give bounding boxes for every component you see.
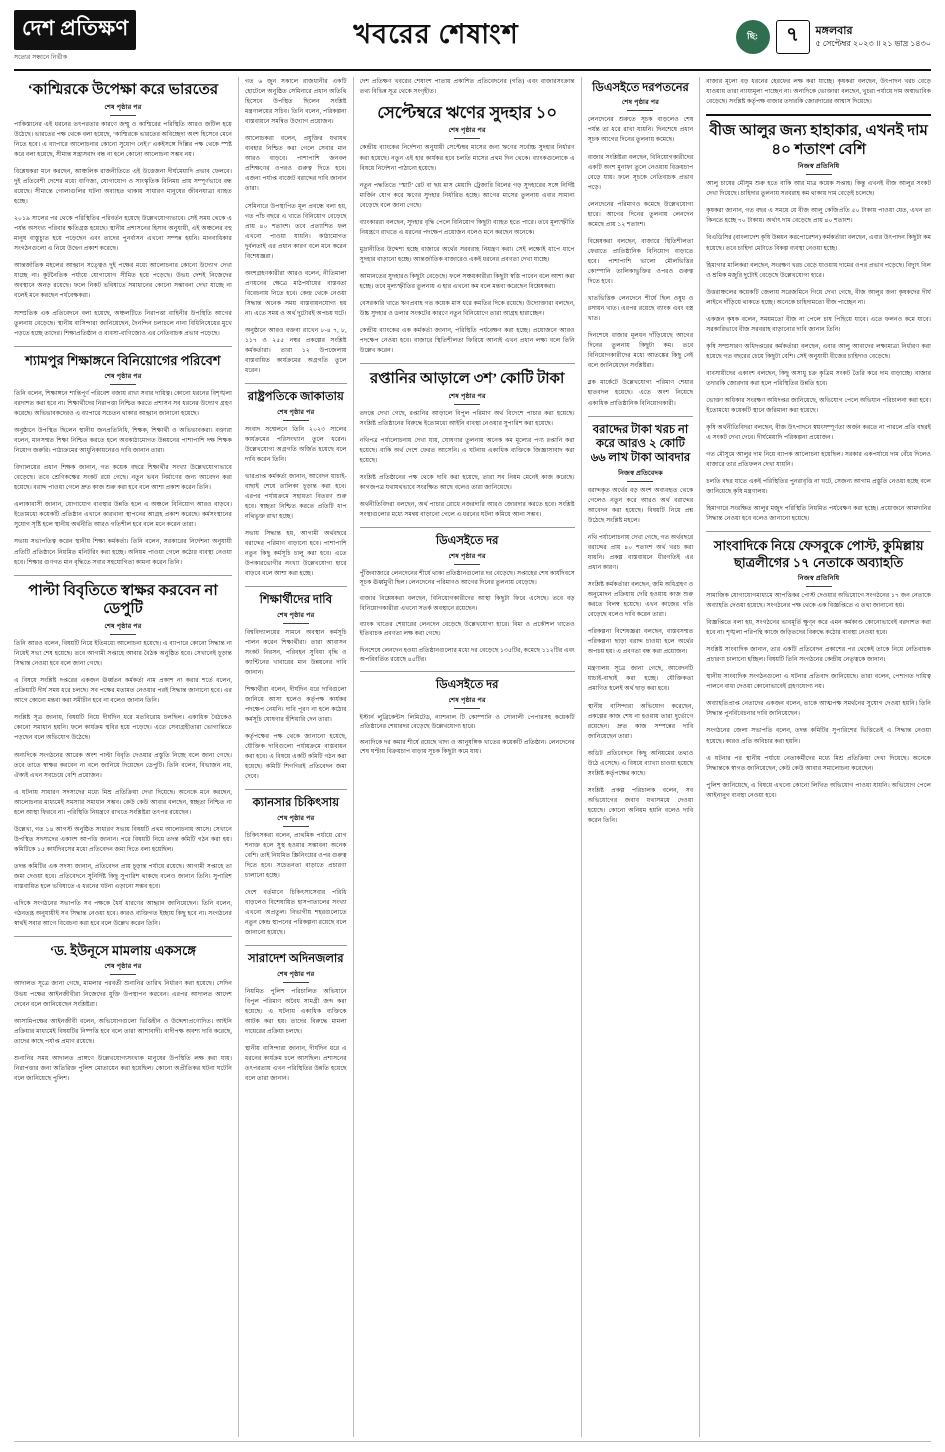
newspaper-logo[interactable] (14, 10, 136, 63)
article-byline: শেষ পৃষ্ঠার পর (14, 961, 232, 975)
article-paragraph: এদিকে সংগঠনের সভাপতি সব পক্ষকে ধৈর্য ধারণের আহ্বান জানিয়েছেন। তিনি বলেন, গঠনতন্ত্র অনুযায়ীই সব সিদ্ধান্ত নেওয়া হবে। কারও ব্যক্তিগত ইচ্ছায় কিছু হবে না। সংগঠনের স্বার্থই সবার আগে বিবেচনা করা হবে বলে উল্লেখ করেন তিনি। (14, 900, 232, 928)
article-paragraph: নতুন পদ্ধতিতে ‘স্মার্ট’ রেট বা ছয় মাস মেয়াদি ট্রেজারি বিলের গড় সুদহারের সঙ্গে নির্দিষ্ট মার্জিন যোগ করে ঋণের সুদহার নির্ধারিত হচ্ছে। আগের মাসের তুলনায় এবার সামান্য বেড়েছে বলে জানা গেছে। (359, 181, 575, 209)
divider (588, 416, 694, 417)
article-headline: সারাদেশ অদিনজলার (247, 953, 344, 966)
article-paragraph: এ বিষয়ে সংশ্লিষ্ট দপ্তরের একজন ঊর্ধ্বতন কর্মকর্তা নাম প্রকাশ না করার শর্তে বলেন, প্রক্রিয়াটি দীর্ঘ সময় ধরে চলছে। সব পক্ষের মতামত নেওয়ার পরই সিদ্ধান্ত জানানো হবে। এর আগে কোনো মন্তব্য করা সমীচীন হবে না বলেও জানান তিনি। (14, 677, 232, 705)
column-3 (354, 77, 582, 1437)
article-headline: বীজ আলুর জন্য হাহাকার, এখনই দাম ৪০ শতাংশ বেশি (709, 122, 928, 158)
article-paragraph: ভারপ্রাপ্ত কর্মকর্তা জানান, আবেদন যাচাই-বাছাই শেষে তালিকা চূড়ান্ত করা হবে। এরপর পর্যায়ক্রমে সহায়তা বিতরণ শুরু হবে। স্বচ্ছতা নিশ্চিত করতে প্রতিটি ধাপ নথিভুক্ত রাখা হচ্ছে। (244, 472, 347, 521)
article-paragraph: বরাদ্দকৃত অর্থের বড় অংশ অব্যবহৃত থেকে গেলেও নতুন করে আরও অর্থ বরাদ্দের আবেদন করা হয়েছে। বিষয়টি নিয়ে প্রশ্ন উঠেছে সংশ্লিষ্ট মহলে। (587, 486, 694, 524)
masthead (14, 10, 931, 71)
article-paragraph: তদন্তে দেখা গেছে, রপ্তানির আড়ালে বিপুল পরিমাণ অর্থ বিদেশে পাচার করা হয়েছে। সংশ্লিষ্ট প্রতিষ্ঠানের বিরুদ্ধে ইতোমধ্যে আইনি ব্যবস্থা নেওয়ার সুপারিশ করা হয়েছে। (359, 410, 575, 428)
article-byline: শেষ পৃষ্ঠার পর (360, 551, 575, 565)
article-paragraph: অন্যদিকে দর কমার শীর্ষে রয়েছে খাদ্য ও আনুষঙ্গিক খাতের কয়েকটি প্রতিষ্ঠান। লেনদেনের শেষ ঘণ্টায় বিক্রয়চাপ বাড়ায় সূচক কিছুটা কমে যায়। (359, 739, 575, 756)
article-byline: শেষ পৃষ্ঠার পর (14, 102, 232, 116)
article-paragraph: সেমিনারে উপস্থাপিত মূল প্রবন্ধে বলা হয়, গত পাঁচ বছরে এ খাতে বিনিয়োগ বেড়েছে প্রায় ৪০ শতাংশ। তবে প্রত্যাশিত ফল এখনো পাওয়া যায়নি। কাঠামোগত দুর্বলতাই এর প্রধান কারণ বলে মনে করেন বিশেষজ্ঞরা। (244, 202, 347, 260)
article-paragraph: কৃষি সম্প্রসারণ অধিদপ্তরের কর্মকর্তারা বলছেন, এবার আলু আবাদের লক্ষ্যমাত্রা নির্ধারণ করা হয়েছে গত বছরের চেয়ে কিছুটা বেশি। সেই অনুযায়ী বীজের চাহিদাও বেড়েছে। (706, 342, 931, 360)
article-paragraph: আলোচকরা বলেন, প্রযুক্তির যথাযথ ব্যবহার নিশ্চিত করা গেলে সেবার মান আরও বাড়বে। পাশাপাশি জনবল প্রশিক্ষণের ওপরও গুরুত্ব দিতে হবে। এজন্য পর্যাপ্ত বাজেট বরাদ্দের দাবি জানান তারা। (244, 135, 347, 193)
article-paragraph: তদন্ত কমিটির এক সদস্য জানান, প্রতিবেদন প্রায় চূড়ান্ত পর্যায়ে রয়েছে। আগামী সপ্তাহে তা জমা দেওয়া হবে। প্রতিবেদনে সুনির্দিষ্ট কিছু সুপারিশ থাকছে বলেও জানান তিনি। সুপারিশ বাস্তবায়িত হলে ভবিষ্যতে এ ধরনের ঘটনা এড়ানো সম্ভব হবে। (14, 862, 232, 891)
article-paragraph: নথিপত্র পর্যালোচনায় দেখা যায়, ঘোষণার তুলনায় অনেক কম মূল্যের পণ্য রপ্তানি করা হয়েছে। বাকি অর্থ দেশে ফেরত আসেনি। এ ঘটনায় একাধিক ব্যক্তিকে জিজ্ঞাসাবাদ করা হয়েছে। (359, 437, 575, 465)
article-paragraph: ব্যাংকাররা বলছেন, সুদহার বৃদ্ধি পেলে বিনিয়োগ কিছুটা ব্যাহত হতে পারে। তবে মূল্যস্ফীতি নিয়ন্ত্রণে রাখতে এ ধরনের পদক্ষেপ প্রয়োজন বলেও মনে করছেন অনেকে। (359, 218, 575, 236)
article-headline: ডিএসইতে দরপতনের (592, 82, 689, 94)
article-paragraph: সাম্প্রতিক এক প্রতিবেদনে বলা হয়েছে, অঞ্চলটিতে নিরাপত্তা বাহিনীর উপস্থিতি আগের তুলনায় বেড়েছে। স্থানীয় বাসিন্দারা জানিয়েছেন, দৈনন্দিন চলাচলে নানা বিধিনিষেধের মুখে পড়তে হচ্ছে তাদের। শিক্ষাপ্রতিষ্ঠান ও ব্যবসা-বাণিজ্যেও এর নেতিবাচক প্রভাব পড়েছে। (14, 309, 232, 337)
article-paragraph: সংবাদ সম্মেলনে তিনি ২০২৩ সালের কার্যক্রমের পরিসংখ্যান তুলে ধরেন। উল্লেখযোগ্য অগ্রগতি অর্জিত হয়েছে বলে দাবি করেন তিনি। (244, 425, 347, 463)
article-paragraph: ইস্টার্ন লুব্রিকেন্টস লিমিটেড, ন্যাশনাল টি কোম্পানি ও সোনালী পেপারসহ কয়েকটি প্রতিষ্ঠানের শেয়ারদর বেড়েছে উল্লেখযোগ্য হারে। (359, 713, 575, 730)
article-paragraph: গত মৌসুমে আলুর দাম নিয়ে ব্যাপক আলোচনা হয়েছিল। সরকার একপর্যায়ে দাম বেঁধে দিলেও বাজারে তার প্রতিফলন দেখা যায়নি। (706, 451, 931, 469)
article-paragraph: গত ৬ জুন সকালে রাজধানীর একটি হোটেলে অনুষ্ঠিত সেমিনারে প্রধান অতিথি হিসেবে উপস্থিত ছিলেন সংশ্লিষ্ট মন্ত্রণালয়ের সচিব। তিনি বলেন, পরিকল্পনা বাস্তবায়নে সমন্বিত উদ্যোগ প্রয়োজন। (244, 78, 347, 126)
article-paragraph: সংশ্লিষ্ট সাংবাদিক জানান, তার একটি প্রতিবেদন প্রকাশের পর থেকেই তাকে নিয়ে নেতিবাচক প্রচারণা চালানো হচ্ছিল। বিষয়টি তিনি সংগঠনের কেন্দ্রীয় নেতৃত্বকে জানান। (706, 646, 931, 664)
article-paragraph: ব্লক মার্কেটে উল্লেখযোগ্য পরিমাণ শেয়ার হাতবদল হয়েছে। এতে অংশ নিয়েছে একাধিক প্রাতিষ্ঠানিক বিনিয়োগকারী। (587, 379, 694, 407)
article-paragraph: পুলিশ জানিয়েছে, এ বিষয়ে এখনো কোনো লিখিত অভিযোগ পাওয়া যায়নি। অভিযোগ পেলে আইনানুগ ব্যবস্থা নেওয়া হবে। (706, 781, 931, 799)
article-paragraph: স্থানীয় বাসিন্দারা অভিযোগ করেছেন, প্রকল্পের কাজ শেষ না হওয়ায় তারা দুর্ভোগে রয়েছেন। দ্রুত কাজ সম্পন্নের দাবি জানিয়েছেন তারা। (587, 702, 694, 740)
date-box (816, 24, 931, 50)
article-headline: শিক্ষার্থীদের দাবি (259, 594, 332, 607)
article-paragraph: সংশ্লিষ্ট প্রতিষ্ঠানের পক্ষ থেকে দাবি করা হয়েছে, তারা সব নিয়ম মেনেই কাজ করেছে। কাগজপত্র যথাযথভাবে সংরক্ষিত আছে বলেও তারা জানিয়েছে। (359, 474, 575, 492)
article-paragraph: দেশে বর্তমানে চিকিৎসাসেবার পরিধি বাড়লেও বিশেষায়িত হাসপাতালের সংখ্যা এখনো অপ্রতুল। বিভাগীয় শহরগুলোতে নতুন কেন্দ্র স্থাপনের পরিকল্পনা রয়েছে বলে জানানো হয়েছে। (244, 888, 347, 937)
article-byline: নিজস্ব প্রতিবেদক (588, 468, 694, 482)
article-paragraph: বিশ্লেষকরা বলছেন, বাজারে স্থিতিশীলতা ফেরাতে প্রাতিষ্ঠানিক বিনিয়োগ বাড়াতে হবে। পাশাপাশি ভালো মৌলভিত্তির কোম্পানি তালিকাভুক্তির ওপরও গুরুত্ব দিতে হবে। (587, 237, 694, 286)
section-heading (136, 14, 735, 59)
article-paragraph: অব্যাহতিপ্রাপ্ত নেতাদের একজন বলেন, তাকে আত্মপক্ষ সমর্থনের সুযোগ দেওয়া হয়নি। তিনি সিদ্ধান্ত পুনর্বিবেচনার দাবি জানিয়েছেন। (706, 700, 931, 718)
article-headline: ‘কাশ্মিরকে উপেক্ষা করে ভারতের (27, 82, 219, 98)
article-paragraph: বাজার সংশ্লিষ্টরা বলছেন, বিনিয়োগকারীদের একটি অংশ মুনাফা তুলে নেওয়ায় বিক্রয়চাপ বেড়ে যায়। ফলে সূচকে নেতিবাচক প্রভাব পড়ে। (587, 153, 694, 191)
article-byline: শেষ পৃষ্ঠার পর (588, 97, 694, 111)
section-note: বাজার মূল্যে বড় ধরনের হেরফের লক্ষ করা যাচ্ছে। কৃষকরা বলছেন, উৎপাদন খরচ বেড়ে যাওয়ায় তারা ন্যায্যমূল্য পাচ্ছেন না। অন্যদিকে ভোক্তারা বলছেন, খুচরা পর্যায়ে দাম অস্বাভাবিক বেড়েছে। সংশ্লিষ্ট কর্তৃপক্ষ বাজার তদারকি জোরদারের আশ্বাস দিয়েছে। (706, 78, 931, 105)
divider (245, 383, 347, 384)
article-headline: সাংবাদিকে নিয়ে ফেসবুকে পোস্ট, কুমিল্লায় ছাত্রলীগের ১৭ নেতাকে অব্যাহতি (713, 538, 924, 570)
article-paragraph: অংশগ্রহণকারীরা আরও বলেন, নীতিমালা প্রণয়নের ক্ষেত্রে মাঠপর্যায়ের বাস্তবতা বিবেচনায় নিতে হবে। কেন্দ্র থেকে নেওয়া সিদ্ধান্ত অনেক সময় বাস্তবায়নযোগ্য হয় না। এতে সময় ও অর্থ দুটোরই অপচয় ঘটে। (244, 269, 347, 317)
article-paragraph: অনুষ্ঠানে আরও বক্তব্য রাখেন ৮-৪ ৭, ৮, ১১৭ ও ২৫৫ নম্বর প্রকল্পের সংশ্লিষ্ট কর্মকর্তারা। তারা ১২ উপজেলায় বাস্তবায়িত কার্যক্রমের অগ্রগতি তুলে ধরেন। (244, 327, 347, 375)
column-5 (700, 77, 931, 1437)
article-paragraph: সভায় সিদ্ধান্ত হয়, আগামী অর্থবছরে বরাদ্দের পরিমাণ বাড়ানো হবে। পাশাপাশি নতুন কিছু কর্মসূচি চালু করা হবে। এতে উপকারভোগীর সংখ্যা উল্লেখযোগ্য হারে বাড়বে বলে আশা করা হচ্ছে। (244, 530, 347, 578)
article-byline: শেষ পৃষ্ঠার পর (14, 621, 232, 635)
article-headline: শ্যামপুর শিক্ষাঙ্গনে বিনিয়োগের পরিবেশ (25, 352, 221, 368)
article-paragraph: উত্তরাঞ্চলের কয়েকটি জেলায় সরেজমিনে গিয়ে দেখা গেছে, বীজ আলুর জন্য কৃষকদের দীর্ঘ লাইনে দাঁড়িয়ে থাকতে হচ্ছে। অনেকে চাহিদামতো বীজ পাচ্ছেন না। (706, 288, 931, 306)
column-grid (14, 77, 931, 1437)
column-1 (14, 77, 239, 1437)
article-byline: শেষ পৃষ্ঠার পর (360, 695, 575, 709)
divider (245, 789, 347, 790)
article-paragraph: বিএডিসির (বাংলাদেশ কৃষি উন্নয়ন করপোরেশন) কর্মকর্তারা বলছেন, এবার উৎপাদন কিছুটা কম হয়েছে। তবে চাহিদা মেটাতে বিকল্প ব্যবস্থা নেওয়া হচ্ছে। (706, 234, 931, 252)
article-paragraph: সংগঠনের জেলা সভাপতি বলেন, তদন্ত কমিটির সুপারিশের ভিত্তিতেই এ সিদ্ধান্ত নেওয়া হয়েছে। কারও প্রতি অবিচার করা হয়নি। (706, 727, 931, 745)
article-paragraph: ২০১৯ সালের পর থেকে পরিস্থিতির পরিবর্তন হয়েছে উল্লেখযোগ্যভাবে। সেই সময় থেকে এ পর্যন্ত অসংখ্য পরিবার ক্ষতিগ্রস্ত হয়েছে। স্থানীয় প্রশাসনের হিসাব অনুযায়ী, এই অঞ্চলের বহু মানুষ বাস্তুচ্যুত হয়ে পড়েছেন এবং তাদের পুনর্বাসন এখনো সম্পন্ন হয়নি। মানবাধিকার সংগঠনগুলো এ নিয়ে উদ্বেগ প্রকাশ করেছে। (14, 215, 232, 253)
divider (360, 527, 575, 528)
article-paragraph: সংশ্লিষ্ট কর্মকর্তারা বলছেন, জমি অধিগ্রহণ ও অনুমোদন প্রক্রিয়ায় দেরি হওয়ায় কাজ শুরু করতে বিলম্ব হয়েছে। এখন কাজের গতি বেড়েছে বলেও দাবি করেন তারা। (587, 581, 694, 619)
day-number: ৭ (776, 20, 810, 54)
section-note: দেশ প্রতিক্ষণ খবরের শেষাংশ পাতায় প্রকাশিত প্রতিবেদনের (গতি) এবং বাজারসংক্রান্ত তথ্য বিভিন্ন সূত্র থেকে সংগৃহীত। (359, 78, 575, 95)
article-paragraph: তিনি বলেন, শিক্ষাঙ্গনে শান্তিপূর্ণ পরিবেশ বজায় রাখা সবার দায়িত্ব। কোনো ধরনের বিশৃঙ্খলা বরদাশত করা হবে না। শিক্ষার্থীদের নিরাপত্তা নিশ্চিত করতে প্রশাসন সব ধরনের উদ্যোগ গ্রহণ করেছে। অভিভাবকদেরও এ ব্যাপারে সচেতন থাকার আহ্বান জানানো হয়েছে। (14, 389, 232, 417)
article-paragraph: ব্যবসায়ীদের একাংশ বলছেন, কিছু অসাধু চক্র কৃত্রিম সংকট তৈরি করে দাম বাড়াচ্ছে। বাজার তদারকি জোরদার করা হলে পরিস্থিতির উন্নতি হবে। (706, 369, 931, 387)
article-paragraph: দিনশেষে বাজার মূলধন দাঁড়িয়েছে আগের দিনের তুলনায় কিছুটা কম। তবে বিনিয়োগকারীদের মধ্যে আতঙ্কের কিছু নেই বলে জানিয়েছেন সংশ্লিষ্টরা। (587, 332, 694, 370)
divider (706, 114, 931, 116)
article-paragraph: পরিকল্পনা বিশেষজ্ঞরা বলছেন, বাস্তবসম্মত পরিকল্পনা ছাড়া বরাদ্দ চাওয়া হলে অর্থের অপচয় হয়। এ প্রবণতা বন্ধ করা প্রয়োজন। (587, 628, 694, 656)
article-paragraph: নিয়মিত পুলিশ পরিচালিত অভিযানে বিপুল পরিমাণ অবৈধ সামগ্রী জব্দ করা হয়েছে। এ ঘটনায় একাধিক ব্যক্তিকে আটক করা হয়। তাদের বিরুদ্ধে মামলা দায়েরের প্রক্রিয়া চলছে। (244, 987, 347, 1035)
article-paragraph: বেসরকারি খাতে ঋণপ্রবাহ গত কয়েক মাস ধরে কমতির দিকে রয়েছে। উদ্যোক্তারা বলছেন, উচ্চ সুদহার ও ডলার সংকটের কারণে নতুন বিনিয়োগে তারা আগ্রহ হারাচ্ছেন। (359, 300, 575, 318)
divider (14, 346, 232, 347)
article-paragraph: স্থানীয় সাংবাদিক সংগঠনগুলো এ ঘটনার প্রতিবাদ জানিয়েছে। তারা বলেন, পেশাগত দায়িত্ব পালনে বাধা দেওয়া কোনোভাবেই গ্রহণযোগ্য নয়। (706, 673, 931, 691)
article-paragraph: নথি পর্যালোচনায় দেখা গেছে, গত অর্থবছরে বরাদ্দের প্রায় ৪০ শতাংশ অর্থ খরচ করা যায়নি। প্রকল্প বাস্তবায়নে ধীরগতিই এর প্রধান কারণ। (587, 533, 694, 571)
article-paragraph: কেন্দ্রীয় ব্যাংকের এক কর্মকর্তা জানান, পরিস্থিতি পর্যবেক্ষণ করা হচ্ছে। প্রয়োজনে আরও পদক্ষেপ নেওয়া হবে। বাজারে স্থিতিশীলতা ফিরিয়ে আনাই এখন প্রধান লক্ষ্য বলে তিনি উল্লেখ করেন। (359, 327, 575, 355)
article-paragraph: দিনশেষে লেনদেন হওয়া প্রতিষ্ঠানগুলোর মধ্যে দর বেড়েছে ১৩৫টির, কমেছে ১১২টির এবং অপরিবর্তিত রয়েছে ৪৫টির। (359, 646, 575, 663)
article-paragraph: তিনি আরও বলেন, বিষয়টি নিয়ে ইতিমধ্যে আলোচনা হয়েছে। এ ব্যাপারে কোনো সিদ্ধান্ত না নিয়েই সভা শেষ হয়েছে। তবে আগামী সপ্তাহে আবার বৈঠক অনুষ্ঠিত হবে। সেখানেই চূড়ান্ত সিদ্ধান্ত নেওয়া হবে বলে জানা গেছে। (14, 640, 232, 668)
article-headline: ‘ড. ইউনূসে মামলায় একসঙ্গে (49, 943, 197, 959)
article-paragraph: চলতি বছর যাতে একই পরিস্থিতির পুনরাবৃত্তি না ঘটে, সেজন্য আগাম প্রস্তুতি নেওয়া হচ্ছে বলে জানিয়েছে কৃষি মন্ত্রণালয়। (706, 478, 931, 496)
article-paragraph: পাকিস্তানের এই ধরনের তৎপরতার কারণে জম্মু ও কাশ্মিরের পরিস্থিতি আরও জটিল হয়ে উঠেছে। ভারতের পক্ষ থেকে বলা হয়েছে, ‘কাশ্মিরকে ভারতের অবিচ্ছেদ্য অংশ হিসেবে মেনে নিতে হবে। এ ব্যাপারে আলোচনার কোনো সুযোগ নেই।’ একইসঙ্গে দিল্লির পক্ষ থেকে স্পষ্ট করে বলা হয়েছে, সীমান্ত সন্ত্রাসবাদ বন্ধ না হলে কোনো আলোচনা সম্ভব নয়। (14, 120, 232, 158)
article-paragraph: অনুষ্ঠানে উপস্থিত ছিলেন স্থানীয় জনপ্রতিনিধি, শিক্ষক, শিক্ষার্থী ও অভিভাবকরা। বক্তারা বলেন, মানসম্মত শিক্ষা নিশ্চিত করতে হলে অবকাঠামোগত উন্নয়নের পাশাপাশি দক্ষ শিক্ষক নিয়োগ জরুরি। পাঠ্যক্রমের আধুনিকায়নেরও দাবি জানান তারা। (14, 427, 232, 455)
divider (245, 945, 347, 946)
article-paragraph: আদালত সূত্রে জানা গেছে, মামলার পরবর্তী শুনানির তারিখ নির্ধারণ করা হয়েছে। সেদিন উভয় পক্ষের আইনজীবীরা নিজেদের যুক্তি উপস্থাপন করবেন। এরপর আদালত আদেশ দেবেন বলে জানিয়েছেন সংশ্লিষ্টরা। (14, 980, 232, 1008)
divider (14, 936, 232, 937)
seal-icon: ছি: (736, 20, 770, 54)
article-paragraph: অর্থনীতিবিদরা বলছেন, অর্থ পাচার রোধে নজরদারি আরও জোরদার করতে হবে। সংশ্লিষ্ট সংস্থাগুলোর মধ্যে সমন্বয় বাড়ানো গেলে এ ধরনের ঘটনা কমিয়ে আনা সম্ভব। (359, 501, 575, 519)
article-headline: ডিএসইতে দর (435, 535, 499, 548)
article-headline: পাল্টা বিবৃতিতে স্বাক্ষর করবেন না ডেপুটি (28, 582, 218, 618)
article-paragraph: শিক্ষার্থীরা বলেন, দীর্ঘদিন ধরে দাবিগুলো জানিয়ে আসা হলেও কর্তৃপক্ষ কার্যকর পদক্ষেপ নেয়নি। দাবি পূরণ না হলে কঠোর কর্মসূচি ঘোষণার হুঁশিয়ারি দেন তারা। (244, 685, 347, 724)
article-paragraph: সভায় সভাপতিত্ব করেন স্থানীয় শিক্ষা কর্মকর্তা। তিনি বলেন, সরকারের নির্দেশনা অনুযায়ী প্রতিটি প্রতিষ্ঠানে নিয়মিত মনিটরিং করা হচ্ছে। অনিয়ম পাওয়া গেলে কঠোর ব্যবস্থা নেওয়া হবে। শিক্ষার গুণগত মান বৃদ্ধিতে সবার সহযোগিতা কামনা করেন তিনি। (14, 538, 232, 566)
article-paragraph: আলু চাষের মৌসুম শুরু হতে বাকি আর মাত্র কয়েক সপ্তাহ। কিন্তু এখনই বীজ আলুর সংকট দেখা দিয়েছে। চাহিদার তুলনায় সরবরাহ কম থাকায় দাম বেড়েই চলেছে। (706, 180, 931, 198)
article-byline: শেষ পৃষ্ঠার পর (14, 371, 232, 385)
column-4 (582, 77, 701, 1437)
divider (360, 363, 575, 364)
article-paragraph: কেন্দ্রীয় ব্যাংকের নির্দেশনা অনুযায়ী সেপ্টেম্বর মাসের জন্য ঋণের সর্বোচ্চ সুদহার নির্ধারণ করা হয়েছে। নতুন এই হার কার্যকর হবে চলতি মাসের প্রথম দিন থেকে। ব্যাংকগুলোকে এ বিষয়ে নির্দেশনা পাঠানো হয়েছে। (359, 144, 575, 172)
article-byline: শেষ পৃষ্ঠার পর (245, 610, 347, 624)
article-paragraph: অন্যদিকে সংগঠনের আরেক অংশ পাল্টা বিবৃতি দেওয়ার প্রস্তুতি নিচ্ছে বলে জানা গেছে। তবে তাতে স্বাক্ষর করবেন না বলে জানিয়ে দিয়েছেন ডেপুটি। তিনি বলেন, বিভাজন নয়, ঐক্যই এখন সবচেয়ে বেশি প্রয়োজন। (14, 751, 232, 779)
article-paragraph: বাজার বিশ্লেষকরা বলছেন, বিনিয়োগকারীদের আস্থা কিছুটা ফিরে এসেছে। তবে বড় বিনিয়োগকারীরা এখনো সতর্ক অবস্থানে রয়েছেন। (359, 595, 575, 612)
article-paragraph: ব্যাংক খাতের শেয়ারের লেনদেন বেড়েছে উল্লেখযোগ্য হারে। বিমা ও প্রকৌশল খাতেও ইতিবাচক প্রবণতা লক্ষ করা গেছে। (359, 621, 575, 638)
article-byline: নিজস্ব প্রতিনিধি (706, 161, 931, 175)
article-paragraph: অডিট প্রতিবেদনে কিছু অনিয়মের তথ্যও উঠে এসেছে। এ বিষয়ে ব্যাখ্যা চাওয়া হয়েছে সংশ্লিষ্ট কর্তৃপক্ষের কাছে। (587, 749, 694, 777)
article-paragraph: হিমাগারে সংরক্ষিত আলুর মজুদ পরিস্থিতি নিয়মিত পর্যবেক্ষণ করা হচ্ছে। প্রয়োজনে আমদানির সিদ্ধান্ত নেওয়া হবে বলেও জানানো হয়েছে। (706, 505, 931, 523)
article-paragraph: বিদ্যালয়ের প্রধান শিক্ষক জানান, গত কয়েক বছরে শিক্ষার্থীর সংখ্যা উল্লেখযোগ্যভাবে বেড়েছে। তবে শ্রেণিকক্ষের সংকট রয়ে গেছে। নতুন ভবন নির্মাণের জন্য আবেদন করা হয়েছে। বরাদ্দ পাওয়া গেলে দ্রুত কাজ শুরু করা হবে বলে আশা প্রকাশ করেন তিনি। (14, 464, 232, 492)
article-headline: ক্যানসার চিকিৎসায় (252, 797, 339, 810)
divider (706, 531, 931, 532)
article-paragraph: এলাকাবাসী জানান, যোগাযোগ ব্যবস্থার উন্নতি হলে এ অঞ্চলে বিনিয়োগ আরও বাড়বে। ইতোমধ্যে কয়েকটি প্রতিষ্ঠান এখানে কারখানা স্থাপনের আগ্রহ প্রকাশ করেছে। কর্মসংস্থানের সুযোগ সৃষ্টি হলে স্থানীয় অর্থনীতি আরও গতিশীল হবে বলে মনে করেন তারা। (14, 501, 232, 529)
article-paragraph: এ ঘটনার পর স্থানীয় পর্যায়ে নেতাকর্মীদের মধ্যে মিশ্র প্রতিক্রিয়া দেখা দিয়েছে। অনেকে সিদ্ধান্তকে স্বাগত জানিয়েছেন, কেউ কেউ আবার সমালোচনা করেছেন। (706, 754, 931, 772)
article-paragraph: চিকিৎসকরা বলেন, প্রাথমিক পর্যায়ে রোগ শনাক্ত হলে সুস্থ হওয়ার সম্ভাবনা অনেক বেশি। তাই নিয়মিত স্ক্রিনিংয়ের ওপর গুরুত্ব দিতে হবে। সচেতনতা বাড়াতে প্রচারণা চালানো হচ্ছে। (244, 831, 347, 879)
article-paragraph: একজন কৃষক বলেন, সময়মতো বীজ না পেলে চাষ পিছিয়ে যাবে। এতে ফলনও কমে যাবে। সরকারিভাবে বীজ সরবরাহ বাড়ানোর দাবি জানান তিনি। (706, 315, 931, 333)
article-paragraph: কৃষি অর্থনীতিবিদরা বলছেন, বীজ উৎপাদনে স্বয়ংসম্পূর্ণতা অর্জন করতে না পারলে প্রতি বছরই এ সংকট দেখা দেবে। দীর্ঘমেয়াদি পরিকল্পনা প্রয়োজন। (706, 424, 931, 442)
article-headline: ডিএসইতে দর (435, 679, 499, 692)
article-paragraph: হিমাগার মালিকরা বলছেন, সংরক্ষণ খরচ বেড়ে যাওয়ায় দামের ওপর প্রভাব পড়েছে। বিদ্যুৎ বিল ও শ্রমিক মজুরি দুটোই বেড়েছে উল্লেখযোগ্য হারে। (706, 261, 931, 279)
article-byline: শেষ পৃষ্ঠার পর (360, 391, 575, 405)
article-paragraph: পুঁজিবাজারে লেনদেনের শীর্ষে থাকা প্রতিষ্ঠানগুলোর দর বেড়েছে। সপ্তাহের শেষ কার্যদিবসে সূচক ঊর্ধ্বমুখী ছিল। লেনদেনের পরিমাণও আগের দিনের তুলনায় বেড়েছে। (359, 569, 575, 587)
article-paragraph: ভোক্তা অধিকার সংরক্ষণ অধিদপ্তর জানিয়েছে, অভিযোগ পেলে অভিযান পরিচালনা করা হবে। ইতোমধ্যে কয়েকটি স্থানে জরিমানা করা হয়েছে। (706, 397, 931, 415)
masthead-date-block (736, 20, 931, 54)
article-paragraph: সংশ্লিষ্ট সূত্র জানায়, বিষয়টি নিয়ে দীর্ঘদিন ধরে মতবিরোধ চলছিল। একাধিক বৈঠকেও কোনো সমাধান হয়নি। ফলে কার্যক্রম স্থবির হয়ে পড়েছে। এতে সেবাগ্রহীতারা ভোগান্তিতে পড়ছেন বলে অভিযোগ উঠেছে। (14, 714, 232, 742)
article-headline: রপ্তানির আড়ালে ৩শ’ কোটি টাকা (369, 371, 565, 388)
article-paragraph: সামাজিক যোগাযোগমাধ্যমে আপত্তিকর পোস্ট দেওয়ার অভিযোগে সংগঠনের ১৭ জন নেতাকে অব্যাহতি দেওয়া হয়েছে। সংগঠনের পক্ষ থেকে এক বিজ্ঞপ্তিতে এ তথ্য জানানো হয়। (706, 591, 931, 610)
article-byline: নিজস্ব প্রতিনিধি (706, 573, 931, 587)
article-paragraph: বিজ্ঞপ্তিতে বলা হয়, সংগঠনের ভাবমূর্তি ক্ষুণ্ন করে এমন কর্মকাণ্ড কোনোভাবেই বরদাশত করা হবে না। শৃঙ্খলা পরিপন্থি কাজে জড়িতদের বিরুদ্ধে কঠোর ব্যবস্থা নেওয়া হবে। (706, 619, 931, 637)
article-byline: শেষ পৃষ্ঠার পর (245, 407, 347, 421)
divider (14, 575, 232, 576)
article-paragraph: উল্লেখ্য, গত ১৪ আগস্ট অনুষ্ঠিত সাধারণ সভায় বিষয়টি প্রথম আলোচনায় আসে। সেখানে উপস্থিত সদস্যদের একাংশ আপত্তি জানান। পরে বিষয়টি নিয়ে তদন্ত কমিটি গঠন করা হয়। কমিটিকে ১৫ কার্যদিবসের মধ্যে প্রতিবেদন জমা দিতে বলা হয়েছিল। (14, 825, 232, 853)
article-byline: শেষ পৃষ্ঠার পর (245, 813, 347, 827)
article-byline: শেষ পৃষ্ঠার পর (360, 125, 575, 139)
day-of-week: মঙ্গলবার (815, 24, 853, 37)
article-paragraph: মন্ত্রণালয় সূত্রে জানা গেছে, আবেদনটি যাচাই-বাছাই করা হচ্ছে। যৌক্তিকতা প্রমাণিত হলেই অর্থ ছাড় করা হবে। (587, 665, 694, 693)
article-paragraph: লেনদেনের শুরুতে সূচক বাড়লেও শেষ পর্যন্ত তা ধরে রাখা যায়নি। দিনশেষে প্রধান সূচক আগের দিনের তুলনায় কমেছে। (587, 116, 694, 144)
article-paragraph: এ ঘটনায় সাধারণ সদস্যদের মধ্যে মিশ্র প্রতিক্রিয়া দেখা দিয়েছে। অনেকে মনে করছেন, আলোচনার মাধ্যমেই সমস্যার সমাধান সম্ভব। কেউ কেউ আবার বলছেন, স্বচ্ছতা নিশ্চিত না হলে আস্থা ফিরবে না। পরিস্থিতি নিয়ন্ত্রণে রাখতে সংশ্লিষ্টরা তৎপর রয়েছেন। (14, 788, 232, 816)
page-footer-rule (14, 1441, 931, 1446)
article-paragraph: আমানতের সুদহারও কিছুটা বেড়েছে। ফলে সঞ্চয়কারীরা কিছুটা স্বস্তি পাবেন বলে আশা করা হচ্ছে। তবে মূল্যস্ফীতির তুলনায় এ হার এখনো কম বলে মন্তব্য করেছেন বিশ্লেষকরা। (359, 272, 575, 290)
article-paragraph: কর্তৃপক্ষের পক্ষ থেকে জানানো হয়েছে, যৌক্তিক দাবিগুলো পর্যায়ক্রমে বাস্তবায়ন করা হবে। এ বিষয়ে একটি কমিটি গঠন করা হয়েছে। কমিটি শিগগিরই প্রতিবেদন জমা দেবে। (244, 733, 347, 781)
column-2 (239, 77, 354, 1437)
article-paragraph: খাতভিত্তিক লেনদেনে শীর্ষে ছিল ওষুধ ও রসায়ন খাত। এরপর রয়েছে ব্যাংক এবং বস্ত্র খাত। (587, 295, 694, 323)
article-headline: বরাদ্দের টাকা খরচ না করে আরও ২ কোটি ৬৬ লাখ টাকা আবদার (590, 423, 691, 465)
article-paragraph: সংশ্লিষ্ট প্রকল্প পরিচালক বলেন, সব অভিযোগের জবাব যথাসময়ে দেওয়া হয়েছে। কোনো অনিয়ম হয়নি বলেও দাবি করেন তিনি। (587, 786, 694, 824)
date-line: ৫ সেপ্টেম্বর ২০২৩ ॥ ২১ ভাদ্র ১৪৩০ (815, 38, 931, 48)
article-byline: শেষ পৃষ্ঠার পর (245, 969, 347, 983)
article-paragraph: মুদ্রানীতির উদ্দেশ্য হচ্ছে বাজারে অর্থের সরবরাহ নিয়ন্ত্রণ করা। সেই লক্ষ্যেই ধাপে ধাপে সুদহার বাড়ানো হচ্ছে। আন্তর্জাতিক বাজারেও একই ধরনের প্রবণতা দেখা যাচ্ছে। (359, 245, 575, 263)
article-headline: রাষ্ট্রপতিকে জাকাতায় (247, 391, 344, 404)
article-paragraph: আসামিপক্ষের আইনজীবী বলেন, অভিযোগগুলো ভিত্তিহীন ও উদ্দেশ্যপ্রণোদিত। আইনি প্রক্রিয়ার মাধ্যমেই বিষয়টির নিষ্পত্তি হবে বলে তারা আশাবাদী। বাদীপক্ষ অবশ্য দাবি করেছে, তাদের কাছে পর্যাপ্ত প্রমাণ রয়েছে। (14, 1017, 232, 1045)
article-paragraph: লেনদেনের পরিমাণও কমেছে উল্লেখযোগ্য হারে। আগের দিনের তুলনায় লেনদেন কমেছে প্রায় ১২ শতাংশ। (587, 200, 694, 228)
article-paragraph: স্থানীয় বাসিন্দারা জানান, দীর্ঘদিন ধরে এ ধরনের কার্যক্রম চলে আসছিল। প্রশাসনের তৎপরতায় এখন পরিস্থিতির উন্নতি হয়েছে বলে তারা জানান। (244, 1044, 347, 1082)
logo-tagline: সত্যের সন্ধানে নির্ভীক (14, 55, 68, 61)
article-paragraph: শুনানির সময় আদালত প্রাঙ্গণে উল্লেখযোগ্যসংখ্যক মানুষের উপস্থিতি লক্ষ করা যায়। নিরাপত্তার জন্য অতিরিক্ত পুলিশ মোতায়েন করা হয়েছিল। কোনো অপ্রীতিকর ঘটনা ঘটেনি বলে জানিয়েছে পুলিশ। (14, 1054, 232, 1082)
article-paragraph: আন্তর্জাতিক মহলের আহ্বান সত্ত্বেও দুই পক্ষের মধ্যে আলোচনার কোনো উদ্যোগ দেখা যাচ্ছে না। কূটনৈতিক পর্যায়ে যোগাযোগ সীমিত হয়ে পড়েছে। উভয় দেশই নিজেদের অবস্থানে অনড় রয়েছে। ফলে নিকট ভবিষ্যতে সমাধানের কোনো সম্ভাবনা দেখা যাচ্ছে না বলেই মনে করছেন পর্যবেক্ষকরা। (14, 262, 232, 300)
section-title: খবরের শেষাংশ (353, 19, 519, 49)
divider (245, 586, 347, 587)
divider (360, 671, 575, 672)
article-paragraph: বিশ্লেষকরা মনে করছেন, আঞ্চলিক রাজনীতিতে এই উত্তেজনা দীর্ঘমেয়াদি প্রভাব ফেলবে। দুই প্রতিবেশী দেশের মধ্যে বাণিজ্য, যোগাযোগ ও সাংস্কৃতিক বিনিময় প্রায় সম্পূর্ণভাবে বন্ধ রয়েছে। সীমান্তে গোলাগুলির ঘটনা অব্যাহত থাকায় সাধারণ মানুষের জীবনযাত্রা ব্যাহত হচ্ছে। (14, 167, 232, 206)
article-headline: সেপ্টেম্বরে ঋণের সুদহার ১০ (377, 102, 558, 122)
article-paragraph: কৃষকরা জানান, গত বছর এ সময়ে যে বীজ আলু কেজিপ্রতি ৫০ টাকায় পাওয়া যেত, এখন তা কিনতে হচ্ছে ৭০ টাকায়। অর্থাৎ দাম বেড়েছে প্রায় ৪০ শতাংশ। (706, 207, 931, 225)
article-paragraph: বিশ্ববিদ্যালয়ের সামনে অবস্থান কর্মসূচি পালন করেন শিক্ষার্থীরা। তারা আবাসন সংকট নিরসন, পরিবহন সুবিধা বৃদ্ধি ও ক্যান্টিনের খাবারের মান উন্নয়নের দাবি জানান। (244, 628, 347, 676)
logo-title: দেশ প্রতিক্ষণ (14, 10, 136, 50)
